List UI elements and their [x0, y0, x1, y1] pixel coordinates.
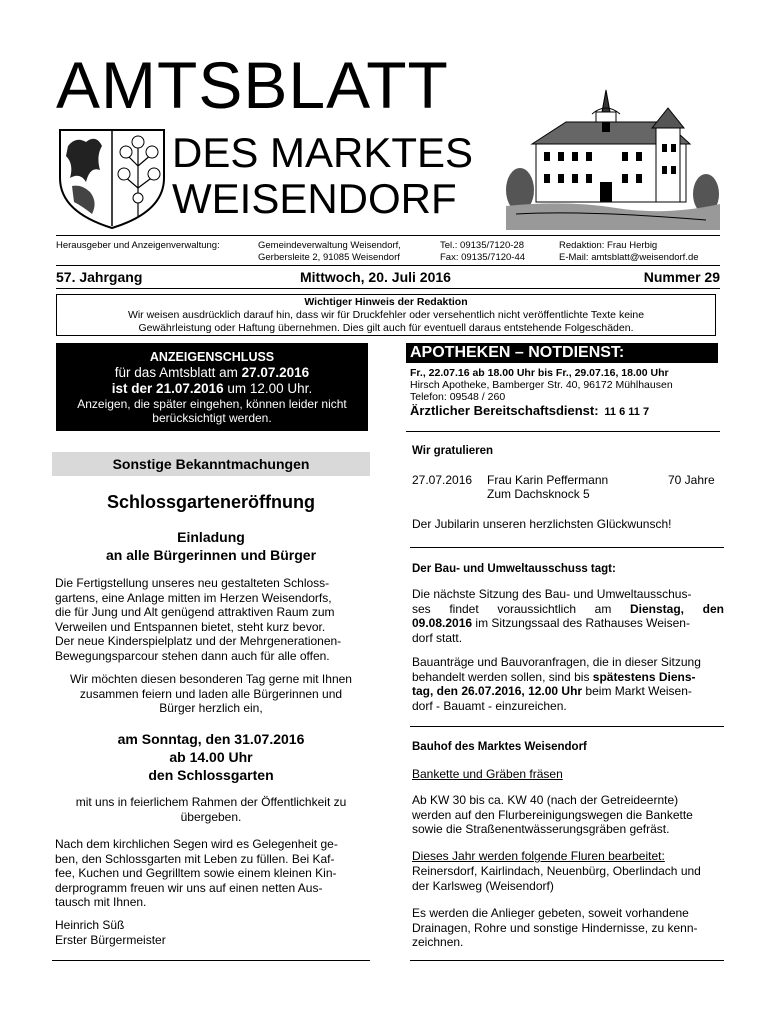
apotheken-line-1: Fr., 22.07.16 ab 18.00 Uhr bis Fr., 29.07.16, 18.00 Uhr — [410, 367, 669, 379]
p1-line: Bewegungsparcour stehen dann auch für alle offen. — [55, 648, 330, 663]
invitation-line-2: an alle Bürgerinnen und Bürger — [105, 547, 317, 563]
invitation-line-1: Einladung — [177, 529, 245, 545]
bau-date-bold-2: 09.08.2016 — [412, 616, 473, 630]
p3-line: übergeben. — [180, 809, 242, 824]
notice-title: Wichtiger Hinweis der Redaktion — [304, 296, 468, 308]
masthead-line-3: WEISENDORF — [172, 175, 457, 222]
p4-line: tausch mit Ihnen. — [55, 895, 147, 909]
p1-line: Die Fertigstellung unseres neu gestalteten Schloss- — [55, 576, 330, 590]
issue-rule-top — [56, 265, 720, 266]
bauhof-line: Ab KW 30 bis ca. KW 40 (nach der Getreideernte) — [412, 793, 679, 807]
article-paragraph-3 — [55, 795, 367, 824]
issue-number: Nummer 29 — [643, 269, 720, 285]
publisher-address-1: Gemeindeverwaltung Weisendorf, — [258, 240, 401, 251]
bau2-line-3a: tag, den 26.07.2016, 12.00 Uhr — [412, 684, 583, 698]
publisher-label: Herausgeber und Anzeigenverwaltung: — [56, 240, 220, 251]
bau2-line-1: Bauanträge und Bauvoranfragen, die in dieser Sitzung — [412, 655, 701, 669]
bauhof-line: Drainagen, Rohre und sonstige Hindernisse, zu kenn- — [412, 920, 698, 935]
anzeigenschluss-line-3b: um 12.00 Uhr. — [223, 381, 313, 396]
bauhof-line: sowie die Straßenentwässerungsgräben gefräst. — [412, 822, 670, 836]
left-column-end-rule — [52, 960, 370, 961]
gratulation-date: 27.07.2016 — [412, 473, 473, 487]
editorial-notice — [56, 294, 716, 336]
notice-line-2: Gewährleistung oder Haftung übernehmen. Dies gilt auch für eventuell daraus entstehende Folgeschäden. — [138, 322, 634, 334]
header-rule — [56, 235, 720, 236]
bau-line-text-2: im Sitzungssaal des Rathauses Weisen- — [472, 616, 690, 630]
bauhof-subtitle: Bankette und Gräben fräsen — [412, 767, 563, 781]
bauhof-line: Reinersdorf, Kairlindach, Neuenbürg, Oberlindach und — [412, 864, 701, 878]
p1-line: die für Jung und Alt genügend attraktiven Raum zum — [55, 605, 335, 619]
bau2-line-4: dorf - Bauamt - einzureichen. — [412, 698, 567, 713]
bauhof-paragraph-2 — [412, 864, 724, 893]
publisher-address-2: Gerbersleite 2, 91085 Weisendorf — [258, 252, 400, 263]
gratulation-age: 70 Jahre — [668, 473, 715, 487]
section-sonstige-bekanntmachungen: Sonstige Bekanntmachungen — [52, 452, 370, 476]
signature-title: Erster Bürgermeister — [55, 932, 166, 947]
arzt-label: Ärztlicher Bereitschaftsdienst: — [410, 403, 599, 418]
article-paragraph-2 — [55, 672, 367, 716]
bauhof-line: werden auf den Flurbereinigungswegen die Bankette — [412, 807, 693, 822]
issue-date: Mittwoch, 20. Juli 2016 — [300, 269, 451, 285]
anzeigenschluss-line-5: berücksichtigt werden. — [152, 411, 272, 425]
bau-line: dorf statt. — [412, 630, 463, 645]
bau-rule — [410, 726, 724, 727]
signature — [55, 918, 367, 947]
anzeigenschluss-line-2b: 27.07.2016 — [241, 365, 310, 380]
article-paragraph-1 — [55, 576, 367, 663]
event-line-3: den Schlossgarten — [148, 767, 274, 783]
bau2-line-3b: beim Markt Weisen- — [582, 684, 692, 698]
bau-title: Der Bau- und Umweltausschuss tagt: — [412, 563, 616, 575]
anzeigenschluss-line-4: Anzeigen, die später eingehen, können leider nicht — [77, 397, 347, 411]
publisher-email: E-Mail: amtsblatt@weisendorf.de — [559, 252, 699, 263]
p4-line: Nach dem kirchlichen Segen wird es Gelegenheit ge- — [55, 837, 338, 851]
gratulation-name: Frau Karin Peffermann — [487, 473, 609, 487]
apotheken-title: APOTHEKEN – NOTDIENST: — [406, 343, 718, 363]
anzeigenschluss-line-2a: für das Amtsblatt am — [114, 365, 242, 380]
event-line-2: ab 14.00 Uhr — [169, 749, 253, 765]
issue-year: 57. Jahrgang — [56, 269, 143, 285]
invitation-heading — [52, 528, 370, 564]
bauhof-line: zeichnen. — [412, 935, 464, 949]
bauhof-title: Bauhof des Marktes Weisendorf — [412, 741, 587, 753]
p1-line: gartens, eine Anlage mitten im Herzen Weisendorfs, — [55, 590, 332, 605]
apotheken-line-2: Hirsch Apotheke, Bamberger Str. 40, 96172 Mühlhausen — [410, 379, 673, 391]
right-column-end-rule — [410, 960, 724, 961]
gratulation-title: Wir gratulieren — [412, 445, 494, 457]
publisher-editor: Redaktion: Frau Herbig — [559, 240, 658, 251]
bauhof-subtitle-2: Dieses Jahr werden folgende Fluren bearbeitet: — [412, 849, 665, 863]
issue-rule-bottom — [56, 288, 720, 289]
apotheken-body — [410, 367, 720, 418]
bau-line: Die nächste Sitzung des Bau- und Umweltausschus- — [412, 587, 692, 601]
p2-line: Bürger herzlich ein, — [159, 701, 263, 715]
bauhof-line: der Karlsweg (Weisendorf) — [412, 878, 554, 893]
castle-illustration — [506, 82, 720, 230]
bau-date-bold: Dienstag, den — [630, 601, 724, 616]
p1-line: Verweilen und Entspannen bietet, steht kurz bevor. — [55, 619, 326, 634]
gratulation-address: Zum Dachsknock 5 — [487, 487, 590, 501]
gratulation-wish: Der Jubilarin unseren herzlichsten Glückwunsch! — [412, 517, 672, 531]
bauhof-line: Es werden die Anlieger gebeten, soweit vorhandene — [412, 906, 689, 920]
signature-name: Heinrich Süß — [55, 918, 125, 932]
anzeigenschluss-title: ANZEIGENSCHLUSS — [149, 350, 275, 364]
apotheken-line-3: Telefon: 09548 / 260 — [410, 391, 506, 403]
bau-paragraph-1 — [412, 587, 724, 645]
masthead-title: AMTSBLATT — [56, 48, 449, 122]
publisher-fax: Fax: 09135/7120-44 — [440, 252, 526, 263]
bauhof-paragraph-3 — [412, 906, 724, 950]
event-details — [52, 730, 370, 784]
article-headline: Schlossgarteneröffnung — [106, 492, 316, 512]
gratulation-rule — [410, 547, 724, 548]
apotheken-rule — [406, 431, 720, 432]
bau-line-text: ses findet voraussichtlich am — [412, 601, 630, 616]
arzt-number: 11 6 11 7 — [604, 406, 650, 418]
article-paragraph-4 — [55, 837, 367, 910]
masthead-line-2: DES MARKTES — [172, 129, 474, 176]
p1-line: Der neue Kinderspielplatz und der Mehrgenerationen- — [55, 634, 342, 648]
p4-line: derprogramm freuen wir uns auf einen netten Aus- — [55, 880, 323, 895]
bau2-line-2b: spätestens Diens- — [592, 669, 696, 684]
p3-line: mit uns in feierlichem Rahmen der Öffentlichkeit zu — [75, 795, 347, 809]
p2-line: Wir möchten diesen besonderen Tag gerne mit Ihnen — [70, 672, 352, 686]
bau-paragraph-2 — [412, 655, 724, 713]
event-line-1: am Sonntag, den 31.07.2016 — [117, 731, 305, 747]
p2-line: zusammen feiern und laden alle Bürgerinnen und — [79, 686, 343, 701]
notice-line-1: Wir weisen ausdrücklich darauf hin, dass wir für Druckfehler oder versehentlich nicht veröffentlichte Texte keine — [127, 309, 645, 321]
p4-line: ben, den Schlossgarten mit Leben zu füllen. Bei Kaf- — [55, 851, 335, 866]
anzeigenschluss-line-3a: ist der 21.07.2016 — [111, 381, 224, 396]
gratulation-entry — [412, 473, 724, 501]
p4-line: fee, Kuchen und Gegrilltem sowie einem kleinen Kin- — [55, 866, 337, 880]
coat-of-arms-image — [56, 126, 168, 230]
bauhof-paragraph-1 — [412, 793, 724, 837]
anzeigenschluss-box — [56, 343, 368, 431]
bau2-line-2a: behandelt werden sollen, sind bis — [412, 669, 593, 684]
publisher-tel: Tel.: 09135/7120-28 — [440, 240, 524, 251]
